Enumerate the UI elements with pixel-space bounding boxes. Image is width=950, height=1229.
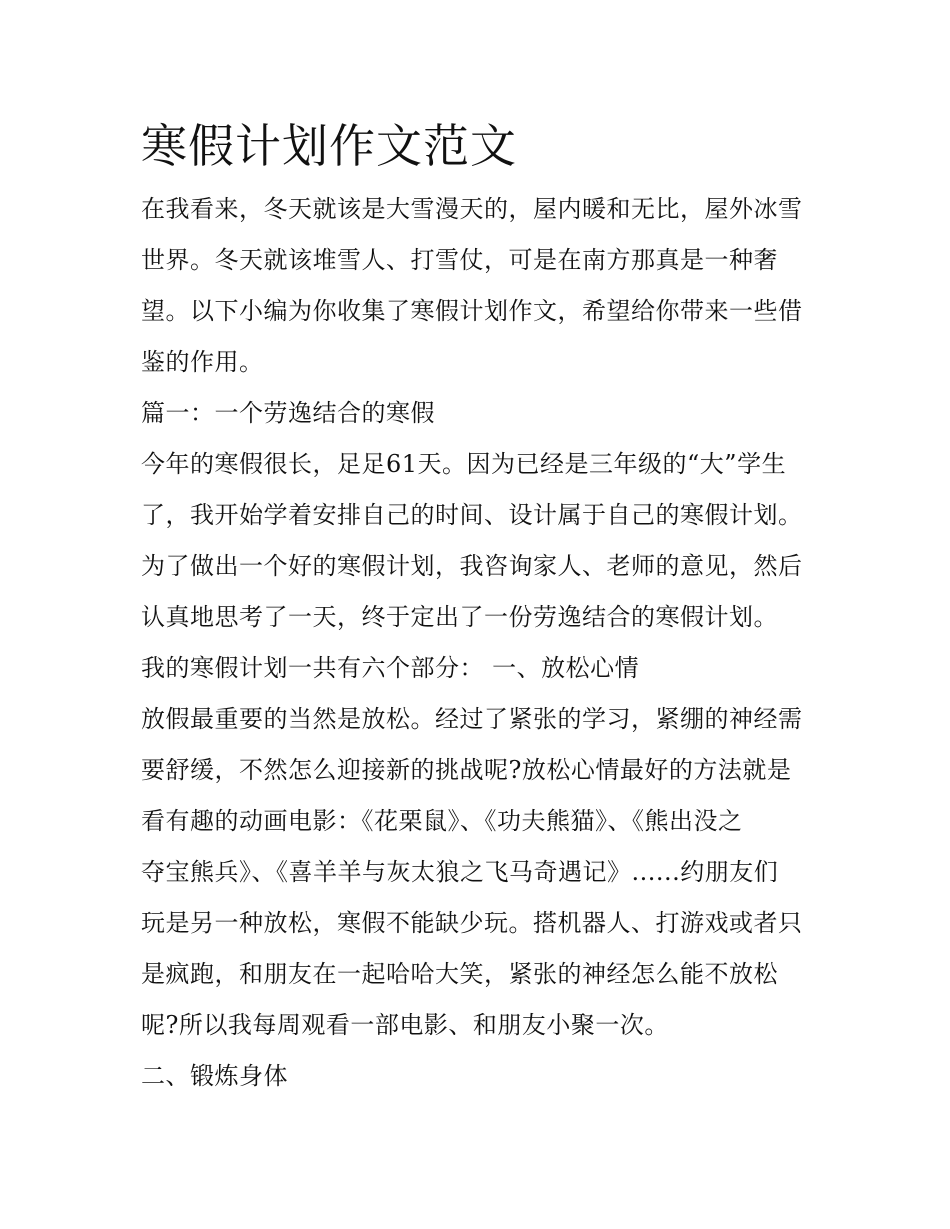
text-line: 要舒缓，不然怎么迎接新的挑战呢?放松心情最好的方法就是 — [141, 756, 792, 784]
text-line: 今年的寒假很长，足足61天。因为已经是三年级的“大”学生 — [141, 450, 787, 478]
text-line: 呢?所以我每周观看一部电影、和朋友小聚一次。 — [141, 1011, 669, 1039]
document-body — [141, 197, 821, 1089]
text-line: 玩是另一种放松，寒假不能缺少玩。搭机器人、打游戏或者只 — [141, 909, 803, 937]
text-line: 看有趣的动画电影：《花栗鼠》、《功夫熊猫》、《熊出没之 — [141, 807, 743, 835]
text-line: 放假最重要的当然是放松。经过了紧张的学习，紧绷的神经需 — [141, 705, 803, 733]
text-line: 望。以下小编为你收集了寒假计划作文，希望给你带来一些借 — [141, 297, 803, 325]
text-line: 是疯跑，和朋友在一起哈哈大笑，紧张的神经怎么能不放松 — [141, 960, 778, 988]
text-line: 我的寒假计划一共有六个部分： 一、放松心情 — [141, 654, 640, 682]
text-line: 夺宝熊兵》、《喜羊羊与灰太狼之飞马奇遇记》......约朋友们 — [141, 858, 779, 886]
section-heading: 二、锻炼身体 — [141, 1062, 288, 1090]
section-heading: 篇一：一个劳逸结合的寒假 — [141, 399, 435, 427]
document-title: 寒假计划作文范文 — [141, 119, 517, 173]
document-page — [141, 116, 821, 1089]
text-line: 为了做出一个好的寒假计划，我咨询家人、老师的意见，然后 — [141, 552, 803, 580]
text-line: 认真地思考了一天，终于定出了一份劳逸结合的寒假计划。 — [141, 603, 778, 631]
text-line: 鉴的作用。 — [141, 348, 264, 376]
text-line: 了，我开始学着安排自己的时间、设计属于自己的寒假计划。 — [141, 501, 803, 529]
text-line: 在我看来，冬天就该是大雪漫天的，屋内暖和无比，屋外冰雪 — [141, 195, 803, 223]
text-line: 世界。冬天就该堆雪人、打雪仗，可是在南方那真是一种奢 — [141, 246, 778, 274]
